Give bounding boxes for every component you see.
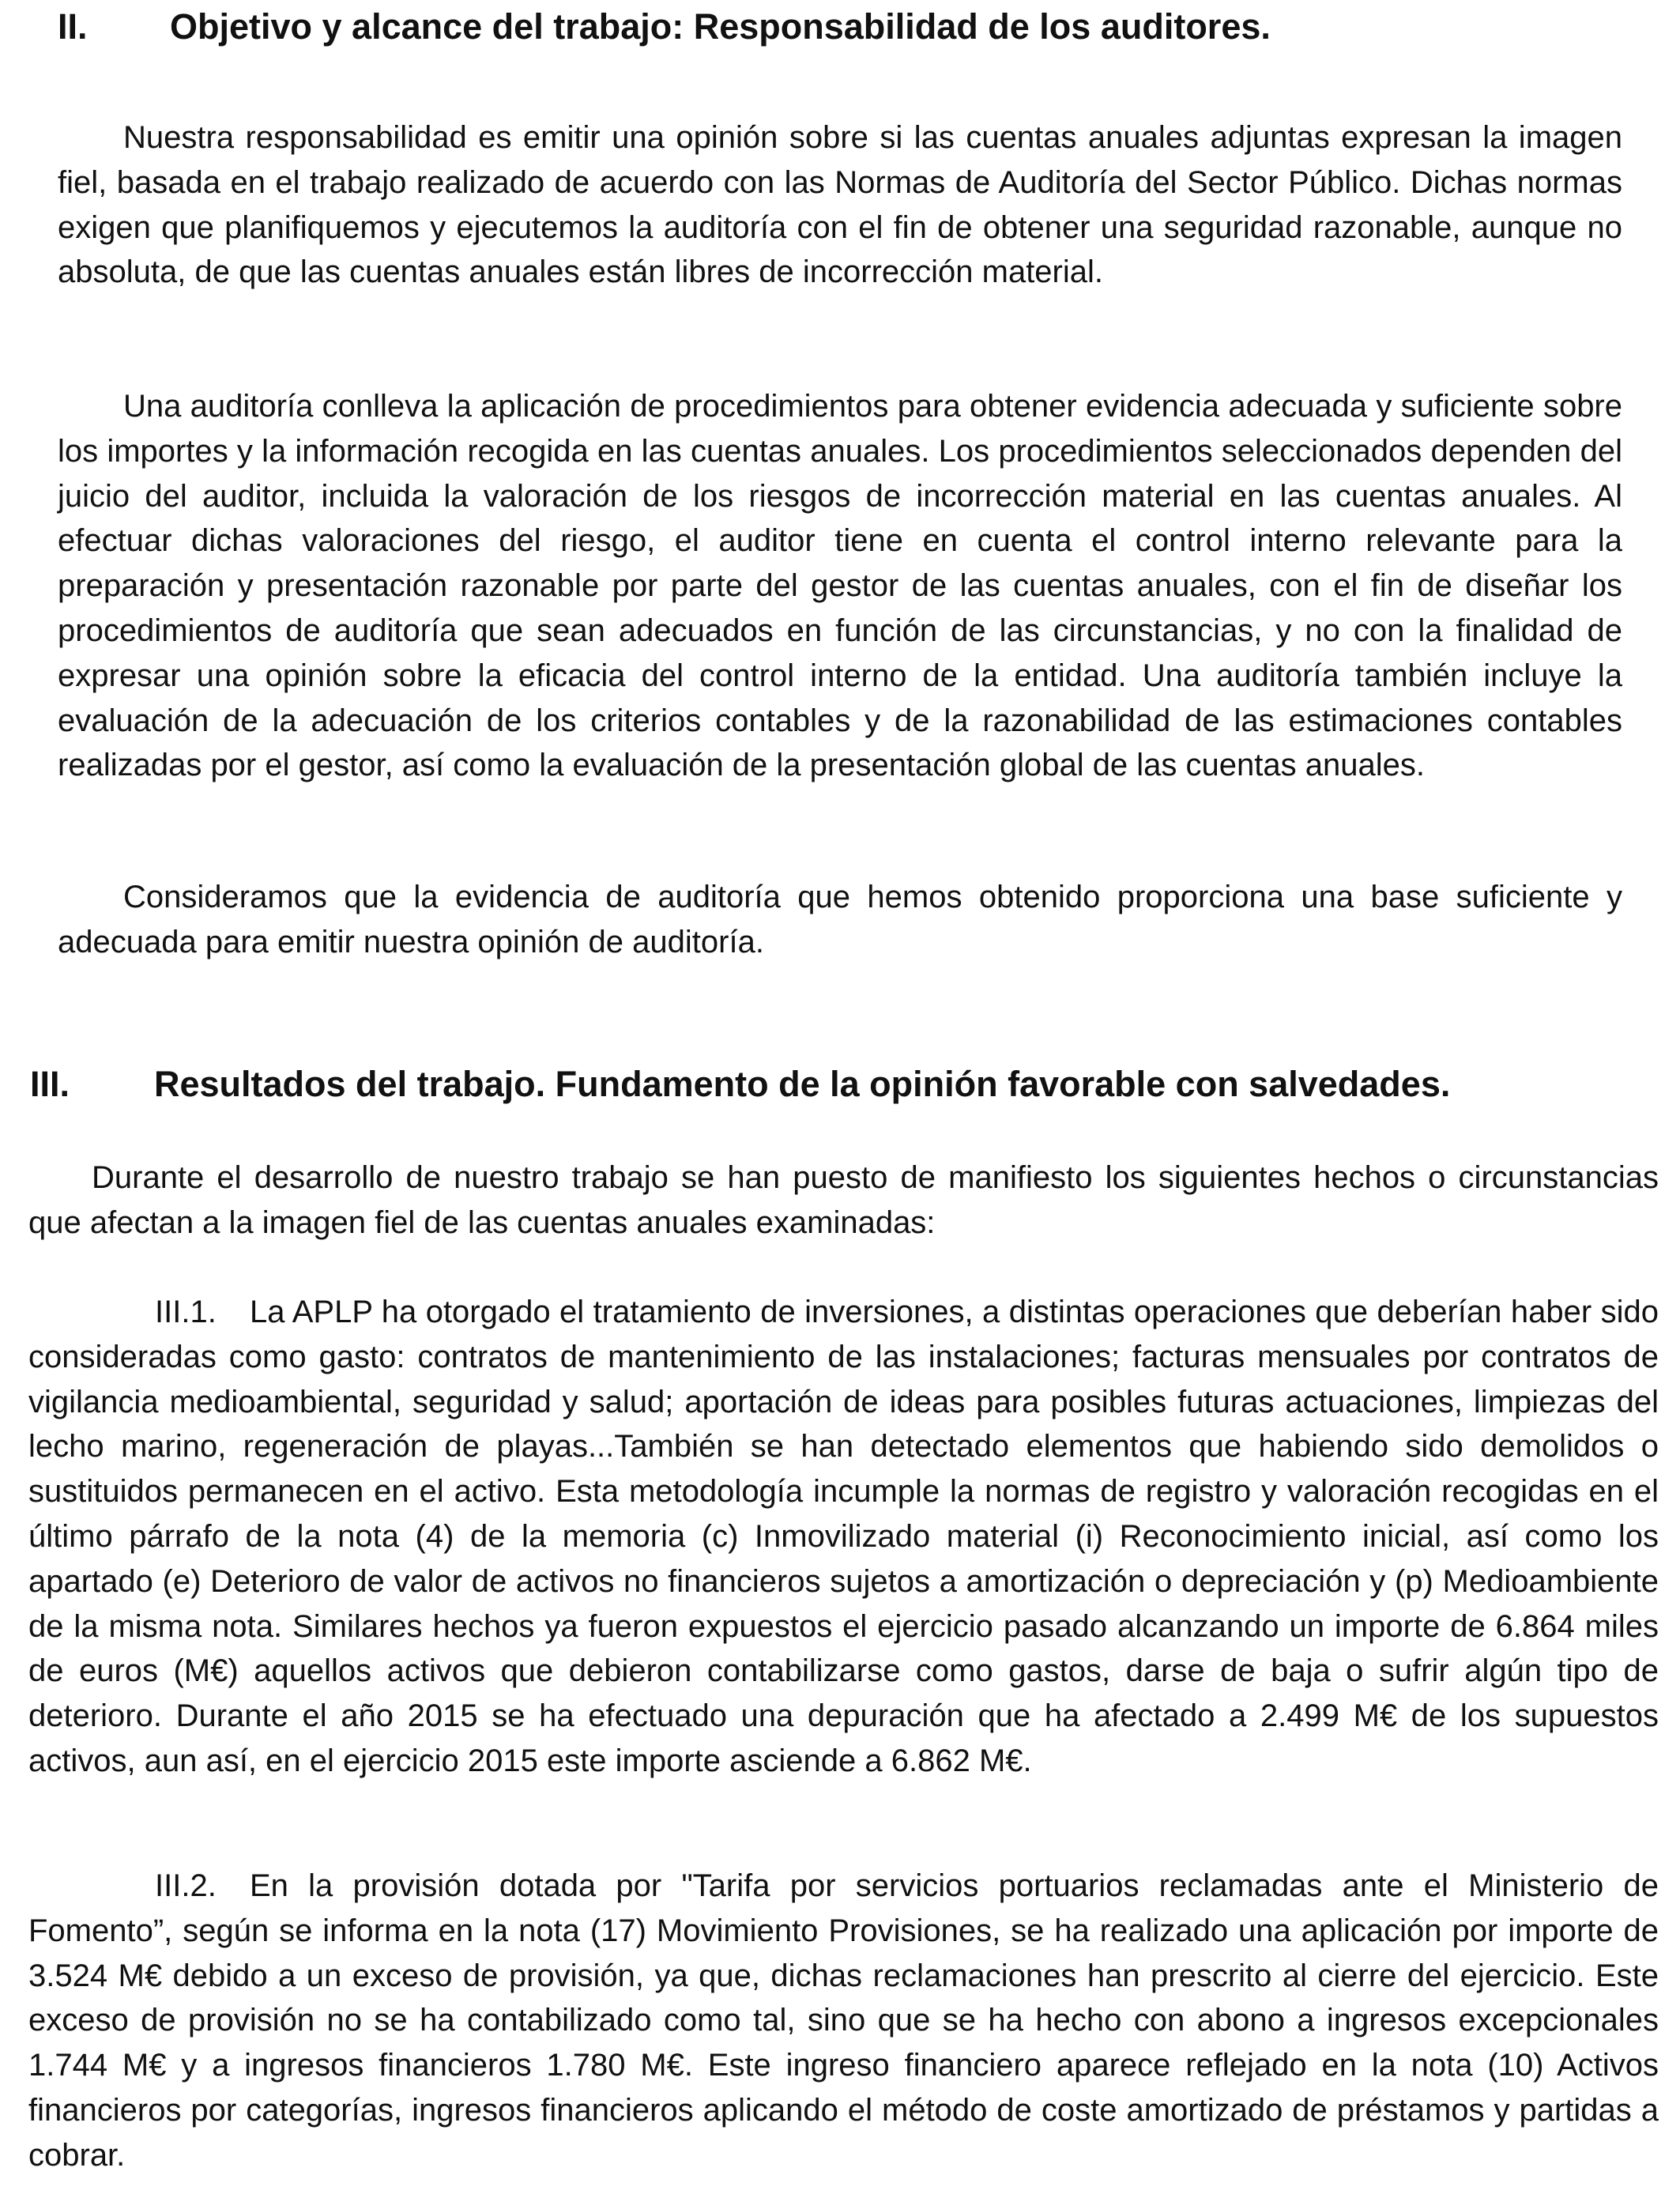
- section-iii-number: III.: [30, 1064, 70, 1104]
- section-ii-title: Objetivo y alcance del trabajo: Responsabilidad de los auditores.: [170, 6, 1271, 47]
- finding-item-2-text: En la provisión dotada por "Tarifa por servicios portuarios reclamadas ante el Ministerio de Fomento”, según se informa en la nota (17) Movimiento Provisiones, se ha realizado una aplicación por importe de 3.524 M€ debido a un exceso de provisión, ya que, dichas reclamaciones han prescrito al cierre del ejercicio. Este exceso de provisión no se ha contabilizado como tal, sino que se ha hecho con abono a ingresos excepcionales 1.744 M€ y a ingresos financieros 1.780 M€. Este ingreso financiero aparece reflejado en la nota (10) Activos financieros por categorías, ingresos financieros aplicando el método de coste amortizado de préstamos y partidas a cobrar.: [28, 1868, 1659, 2173]
- section-ii-paragraph-2: Una auditoría conlleva la aplicación de procedimientos para obtener evidencia adecuada y suficiente sobre los importes y la información recogida en las cuentas anuales. Los procedimientos seleccionados dependen del juicio del auditor, incluida la valoración de los riesgos de incorrección material en las cuentas anuales. Al efectuar dichas valoraciones del riesgo, el auditor tiene en cuenta el control interno relevante para la preparación y presentación razonable por parte del gestor de las cuentas anuales, con el fin de diseñar los procedimientos de auditoría que sean adecuados en función de las circunstancias, y no con la finalidad de expresar una opinión sobre la eficacia del control interno de la entidad. Una auditoría también incluye la evaluación de la adecuación de los criterios contables y de la razonabilidad de las estimaciones contables realizadas por el gestor, así como la evaluación de la presentación global de las cuentas anuales.: [58, 389, 1622, 783]
- finding-item-2: [28, 1864, 1659, 2178]
- finding-item-1: [28, 1290, 1659, 1784]
- finding-item-1-number: III.1.: [155, 1295, 217, 1329]
- section-ii-number: II.: [58, 6, 88, 47]
- section-iii-heading: [30, 1064, 1650, 1108]
- finding-item-1-text: La APLP ha otorgado el tratamiento de inversiones, a distintas operaciones que deberían haber sido consideradas como gasto: contratos de mantenimiento de las instalaciones; facturas mensuales por contratos de vigilancia medioambiental, seguridad y salud; aportación de ideas para posibles futuras actuaciones, limpiezas del lecho marino, regeneración de playas...También se han detectado elementos que habiendo sido demolidos o sustituidos permanecen en el activo. Esta metodología incumple la normas de registro y valoración recogidas en el último párrafo de la nota (4) de la memoria (c) Inmovilizado material (i) Reconocimiento inicial, así como los apartado (e) Deterioro de valor de activos no financieros sujetos a amortización o depreciación y (p) Medioambiente de la misma nota. Similares hechos ya fueron expuestos el ejercicio pasado alcanzando un importe de 6.864 miles de euros (M€) aquellos activos que debieron contabilizarse como gastos, darse de baja o sufrir algún tipo de deterioro. Durante el año 2015 se ha efectuado una depuración que ha afectado a 2.499 M€ de los supuestos activos, aun así, en el ejercicio 2015 este importe asciende a 6.862 M€.: [28, 1295, 1659, 1778]
- section-ii-paragraph-1: Nuestra responsabilidad es emitir una opinión sobre si las cuentas anuales adjuntas expresan la imagen fiel, basada en el trabajo realizado de acuerdo con las Normas de Auditoría del Sector Público. Dichas normas exigen que planifiquemos y ejecutemos la auditoría con el fin de obtener una seguridad razonable, aunque no absoluta, de que las cuentas anuales están libres de incorrección material.: [58, 120, 1622, 290]
- section-ii-paragraph-3: Consideramos que la evidencia de auditoría que hemos obtenido proporciona una base suficiente y adecuada para emitir nuestra opinión de auditoría.: [58, 880, 1622, 959]
- section-ii-heading: [58, 6, 1630, 51]
- finding-item-2-number: III.2.: [155, 1868, 217, 1903]
- section-iii-title: Resultados del trabajo. Fundamento de la opinión favorable con salvedades.: [154, 1064, 1451, 1104]
- section-iii-intro: Durante el desarrollo de nuestro trabajo se han puesto de manifiesto los siguientes hechos o circunstancias que afectan a la imagen fiel de las cuentas anuales examinadas:: [28, 1160, 1659, 1240]
